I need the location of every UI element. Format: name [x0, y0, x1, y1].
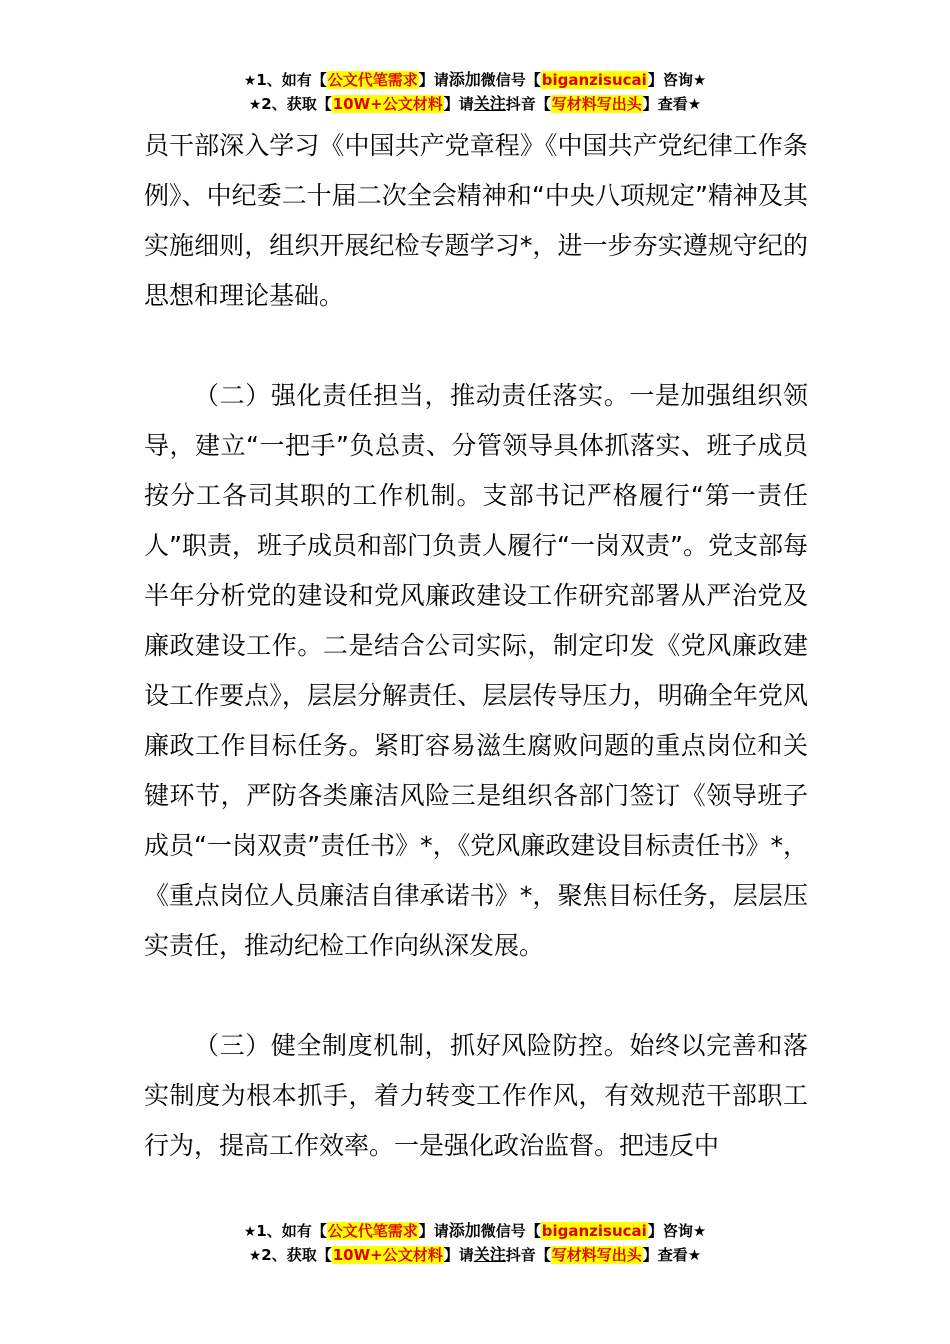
- footer-line-1-mid1: 】请: [418, 1222, 449, 1240]
- footer-line-1-suffix: 】咨询★: [647, 1222, 707, 1240]
- star-icon: ★: [248, 97, 262, 113]
- footer-banner: [0, 1219, 950, 1267]
- paragraph-2: （二）强化责任担当，推动责任落实。一是加强组织领导，建立“一把手”负总责、分管领导具体抓落实、班子成员按分工各司其职的工作机制。支部书记严格履行“第一责任人”职责，班子成员和部门负责人履行“一岗双责”。党支部每半年分析党的建设和党风廉政建设工作研究部署从严治党及廉政建设工作。二是结合公司实际，制定印发《党风廉政建设工作要点》，层层分解责任、层层传导压力，明确全年党风廉政工作目标任务。紧盯容易滋生腐败问题的重点岗位和关键环节，严防各类廉洁风险三是组织各部门签订《领导班子成员“一岗双责”责任书》*，《党风廉政建设目标责任书》*，《重点岗位人员廉洁自律承诺书》*，聚焦目标任务，层层压实责任，推动纪检工作向纵深发展。: [144, 381, 808, 960]
- footer-line-1-prefix: 1、如有【: [256, 1222, 327, 1240]
- highlight-materials: 10W+公文材料: [332, 1246, 443, 1264]
- paragraph-gap: [144, 321, 808, 371]
- header-line-2-mid2: 抖音【: [505, 95, 551, 113]
- highlight-materials: 10W+公文材料: [332, 95, 443, 113]
- highlight-service: 公文代笔需求: [327, 71, 418, 89]
- header-line-2-prefix: 2、获取【: [261, 95, 332, 113]
- header-line-1-suffix: 】咨询★: [647, 71, 707, 89]
- header-line-1-bold-word: 添加: [448, 70, 481, 89]
- footer-line-2-prefix: 2、获取【: [261, 1246, 332, 1264]
- footer-line-2-bold-word: 关注: [473, 1245, 506, 1264]
- footer-line-2: [0, 1243, 950, 1267]
- highlight-douyin: 写材料写出头: [551, 95, 642, 113]
- star-icon: ★: [248, 1248, 262, 1264]
- highlight-wechat-id: biganzisucai: [541, 71, 647, 89]
- footer-line-2-mid1: 】请: [443, 1246, 474, 1264]
- paragraph-3: （三）健全制度机制，抓好风险防控。始终以完善和落实制度为根本抓手，着力转变工作作风，有效规范干部职工行为，提高工作效率。一是强化政治监督。把违反中: [144, 1031, 808, 1160]
- footer-line-2-suffix: 】查看★: [642, 1246, 702, 1264]
- header-line-2-suffix: 】查看★: [642, 95, 702, 113]
- highlight-wechat-id: biganzisucai: [541, 1222, 647, 1240]
- star-icon: ★: [243, 1224, 257, 1240]
- header-banner: [0, 68, 950, 116]
- paragraph-1: 员干部深入学习《中国共产党章程》《中国共产党纪律工作条例》、中纪委二十届二次全会精神和“中央八项规定”精神及其实施细则，组织开展纪检专题学习*，进一步夯实遵规守纪的思想和理论基础。: [144, 131, 808, 310]
- footer-line-1-bold-word: 添加: [448, 1221, 481, 1240]
- highlight-douyin: 写材料写出头: [551, 1246, 642, 1264]
- paragraph-gap: [144, 971, 808, 1021]
- highlight-service: 公文代笔需求: [327, 1222, 418, 1240]
- star-icon: ★: [243, 73, 257, 89]
- header-line-2: [0, 92, 950, 116]
- header-line-1: [0, 68, 950, 92]
- header-line-1-prefix: 1、如有【: [256, 71, 327, 89]
- header-line-2-bold-word: 关注: [473, 94, 506, 113]
- footer-line-1-mid2: 微信号【: [480, 1222, 541, 1240]
- footer-line-1: [0, 1219, 950, 1243]
- header-line-1-mid2: 微信号【: [480, 71, 541, 89]
- header-line-2-mid1: 】请: [443, 95, 474, 113]
- document-body: [144, 121, 808, 1171]
- header-line-1-mid1: 】请: [418, 71, 449, 89]
- footer-line-2-mid2: 抖音【: [505, 1246, 551, 1264]
